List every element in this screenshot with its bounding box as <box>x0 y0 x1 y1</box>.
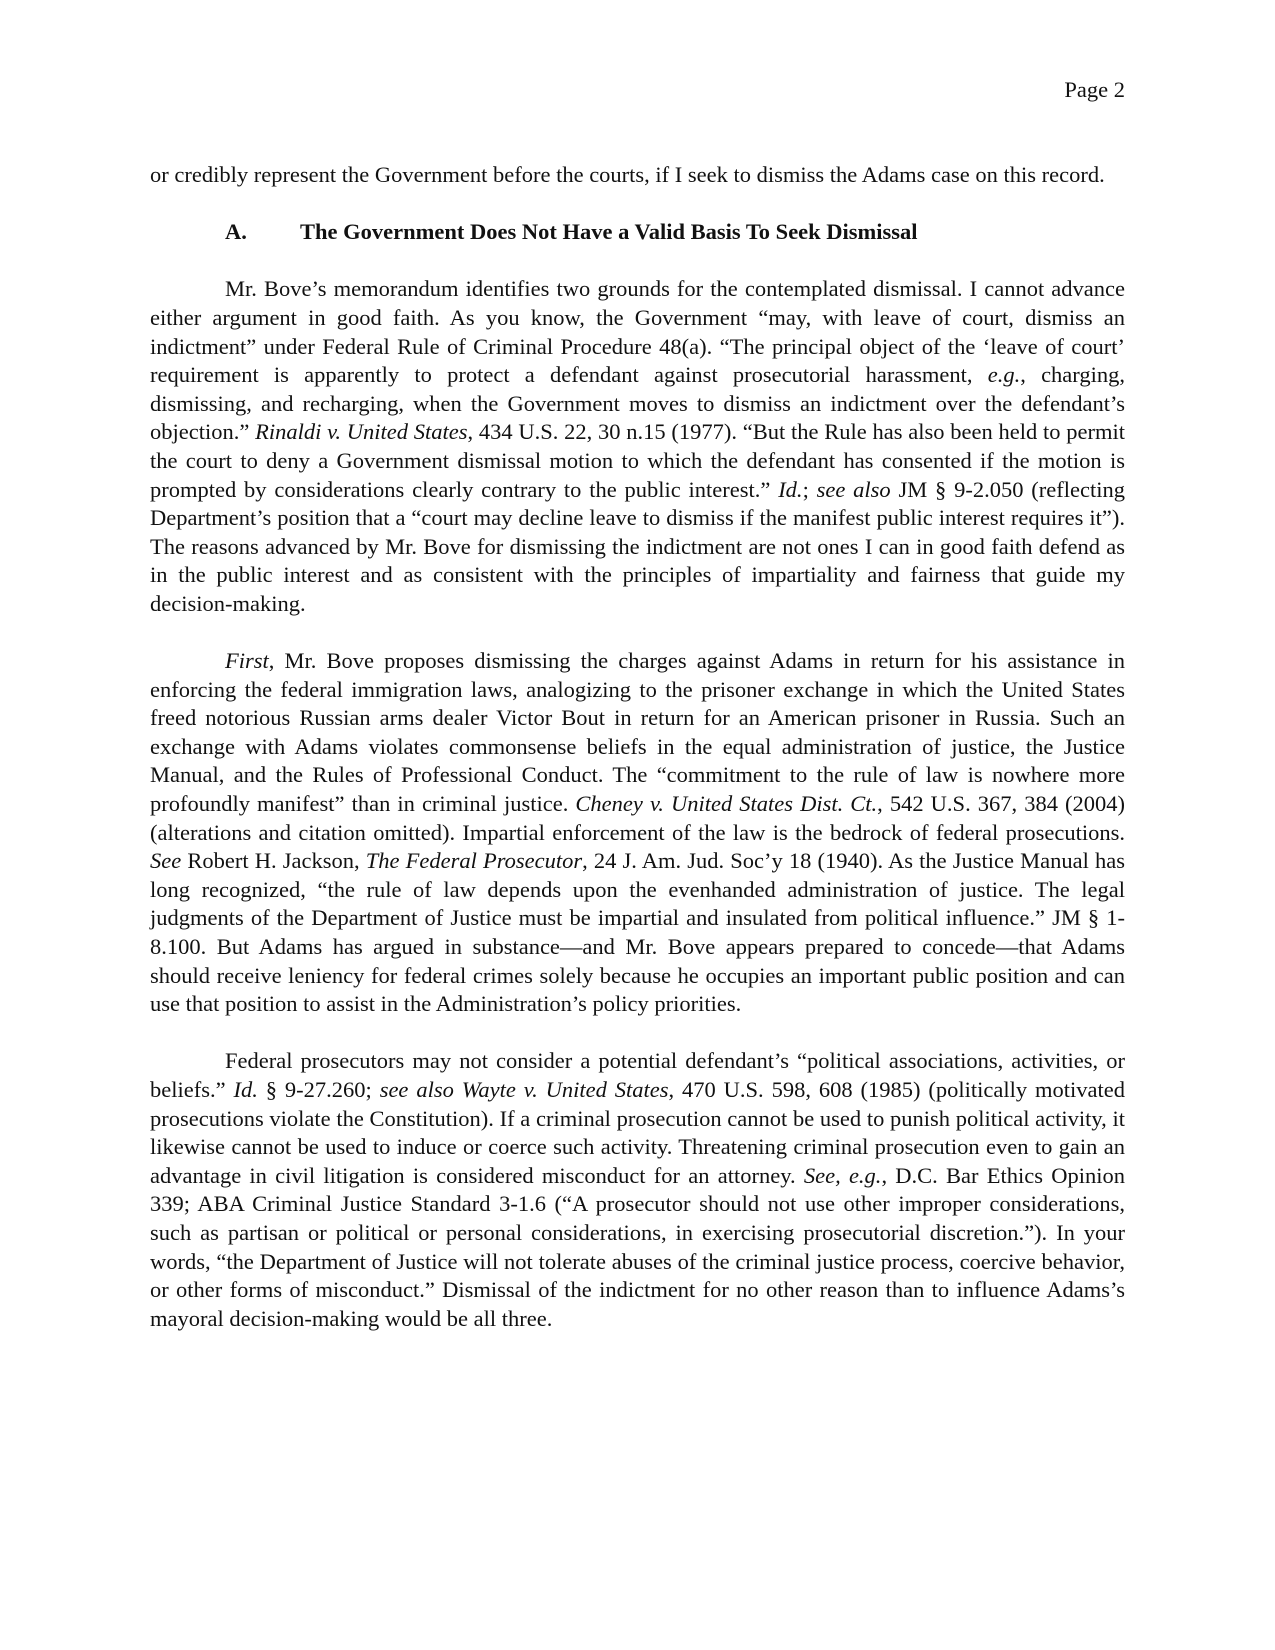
p1-citation-rinaldi: Rinaldi v. United States <box>255 419 468 445</box>
p1-see-also: see also <box>816 476 891 502</box>
p3-see-eg: See, e.g. <box>803 1162 882 1188</box>
p3-citation-wayte: see also Wayte v. United States <box>379 1077 669 1102</box>
document-page <box>150 0 1125 1650</box>
p2-text-1: , Mr. Bove proposes dismissing the charges against Adams in return for his assistance in enforcing the federal immigration laws, analogizing to the prisoner exchange in which the United States freed notorious Russian arms dealer Victor Bout in return for an American prisoner in Russia. Such an exchange with Adams violates commonsense beliefs in the equal administration of justice, the Justice Manual, and the Rules of Professional Conduct. The “commitment to the rule of law is nowhere more profoundly manifest” than in criminal justice. <box>150 648 1125 817</box>
page-number: Page 2 <box>1064 77 1125 102</box>
section-heading <box>225 218 1125 247</box>
p2-citation-cheney: Cheney v. United States Dist. Ct. <box>575 791 878 817</box>
p1-id: Id. <box>778 476 803 502</box>
p2-see: See <box>150 848 182 874</box>
p1-text-5: JM § 9-2.050 (reflecting Department’s position that a “court may decline leave to dismiss if the manifest public interest requires it”). The reasons advanced by Mr. Bove for dismissing the indictment are not ones I can in good faith defend as in the public interest and as consistent with the principles of impartiality and fairness that guide my decision-making. <box>150 476 1125 616</box>
p3-text-2: § 9-27.260; <box>257 1077 380 1102</box>
p2-text-3: Robert H. Jackson, <box>181 848 366 874</box>
section-title: The Government Does Not Have a Valid Basis To Seek Dismissal <box>300 219 918 245</box>
p2-text-2: , 542 U.S. 367, 384 (2004) (alterations and citation omitted). Impartial enforcement of the law is the bedrock of federal prosecutions. <box>150 791 1125 845</box>
p1-eg: e.g. <box>987 362 1021 388</box>
p2-first: First <box>225 648 269 674</box>
p3-text-1: Federal prosecutors may not consider a potential defendant’s “political associations, activities, or beliefs.” <box>150 1048 1125 1102</box>
intro-paragraph: or credibly represent the Government before the courts, if I seek to dismiss the Adams case on this record. <box>150 162 1105 187</box>
p1-text-1: Mr. Bove’s memorandum identifies two grounds for the contemplated dismissal. I cannot advance either argument in good faith. As you know, the Government “may, with leave of court, dismiss an indictment” under Federal Rule of Criminal Procedure 48(a). “The principal object of the ‘leave of court’ requirement is apparently to protect a defendant against prosecutorial harassment, <box>150 276 1125 388</box>
p1-text-4: ; <box>802 476 817 502</box>
p3-text-3: , 470 U.S. 598, 608 (1985) (politically motivated prosecutions violate the Constitution). If a criminal prosecution cannot be used to punish political activity, it likewise cannot be used to induce or coerce such activity. Threatening criminal prosecution even to gain an advantage in civil litigation is considered misconduct for an attorney. <box>150 1077 1125 1188</box>
p2-article-title: The Federal Prosecutor <box>365 848 583 874</box>
p3-id: Id. <box>233 1077 258 1102</box>
paragraph-2 <box>150 647 1125 1019</box>
section-number: A. <box>225 219 247 245</box>
paragraph-1 <box>150 275 1125 618</box>
paragraph-3 <box>150 1047 1125 1333</box>
p1-text-2: , charging, dismissing, and recharging, when the Government moves to dismiss an indictment over the defendant’s objection.” <box>150 362 1125 445</box>
p3-text-4: , D.C. Bar Ethics Opinion 339; ABA Criminal Justice Standard 3-1.6 (“A prosecutor should not use other improper considerations, such as partisan or political or personal considerations, in exercising prosecutorial discretion.”). In your words, “the Department of Justice will not tolerate abuses of the criminal justice process, coercive behavior, or other forms of misconduct.” Dismissal of the indictment for no other reason than to influence Adams’s mayoral decision-making would be all three. <box>150 1162 1125 1331</box>
p2-text-4: , 24 J. Am. Jud. Soc’y 18 (1940). As the Justice Manual has long recognized, “the rule of law depends upon the evenhanded administration of justice. The legal judgments of the Department of Justice must be impartial and insulated from political influence.” JM § 1-8.100. But Adams has argued in substance—and Mr. Bove appears prepared to concede—that Adams should receive leniency for federal crimes solely because he occupies an important public position and can use that position to assist in the Administration’s policy priorities. <box>150 848 1125 1017</box>
p1-text-3: , 434 U.S. 22, 30 n.15 (1977). “But the Rule has also been held to permit the court to deny a Government dismissal motion to which the defendant has consented if the motion is prompted by considerations clearly contrary to the public interest.” <box>150 419 1125 502</box>
document-body <box>150 161 1125 1362</box>
